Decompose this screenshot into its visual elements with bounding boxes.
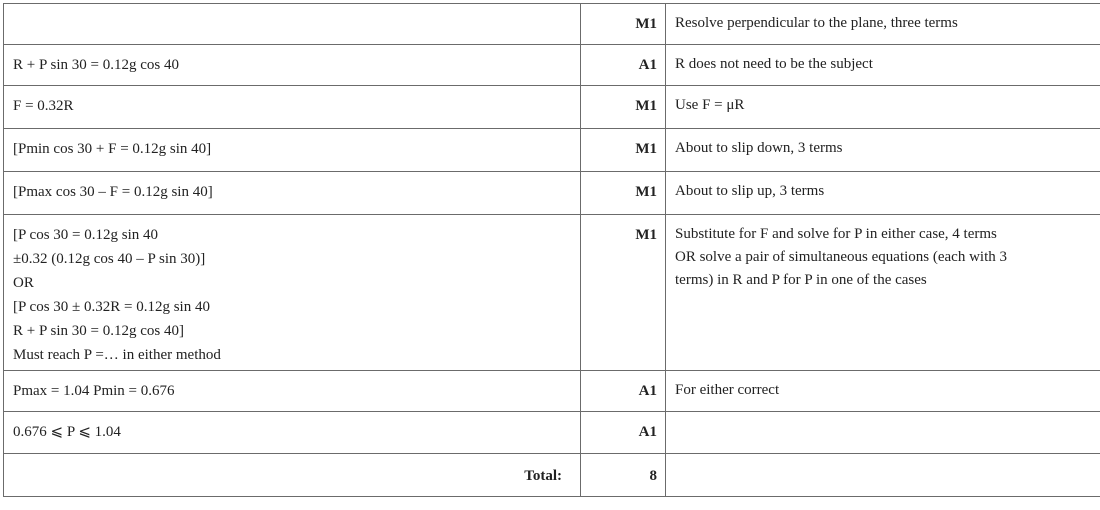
total-value: 8	[649, 468, 657, 484]
guidance-text: For either correct	[675, 382, 780, 398]
working-line: F = 0.32R	[13, 98, 74, 114]
guidance-text: R does not need to be the subject	[675, 56, 873, 72]
mark-scheme-row-6	[4, 215, 1100, 371]
guidance-text: OR solve a pair of simultaneous equations (each with 3	[675, 249, 1008, 265]
guidance-text: Resolve perpendicular to the plane, three terms	[675, 15, 958, 31]
guidance-text: About to slip down, 3 terms	[675, 140, 843, 156]
working-cell	[4, 86, 581, 129]
mark-scheme-row-1	[4, 4, 1100, 45]
total-label-cell	[4, 454, 581, 497]
guidance-cell	[666, 4, 1100, 45]
working-line: ±0.32 (0.12g cos 40 – P sin 30)]	[13, 251, 206, 267]
mark-code: M1	[635, 98, 657, 114]
mark-scheme-row-8	[4, 412, 1100, 454]
guidance-cell	[666, 86, 1100, 129]
mark-cell	[581, 45, 666, 86]
mark-code: M1	[635, 16, 657, 32]
working-line: OR	[13, 275, 34, 291]
mark-cell	[581, 172, 666, 215]
mark-code: A1	[638, 57, 657, 73]
working-line: [P cos 30 = 0.12g sin 40	[13, 227, 158, 243]
working-line: R + P sin 30 = 0.12g cos 40]	[13, 323, 184, 339]
mark-cell	[581, 86, 666, 129]
working-cell	[4, 215, 581, 371]
working-line: Pmax = 1.04 Pmin = 0.676	[13, 383, 175, 399]
mark-cell	[581, 371, 666, 412]
guidance-cell	[666, 215, 1100, 371]
mark-cell	[581, 4, 666, 45]
guidance-cell	[666, 412, 1100, 454]
working-cell	[4, 412, 581, 454]
guidance-cell	[666, 172, 1100, 215]
working-line: [Pmin cos 30 + F = 0.12g sin 40]	[13, 141, 212, 157]
guidance-cell	[666, 454, 1100, 497]
guidance-cell	[666, 129, 1100, 172]
mark-code: M1	[635, 184, 657, 200]
mark-cell	[581, 129, 666, 172]
working-line: R + P sin 30 = 0.12g cos 40	[13, 57, 179, 73]
guidance-text: terms) in R and P for P in one of the cases	[675, 272, 927, 288]
mark-code: A1	[638, 424, 657, 440]
working-cell	[4, 45, 581, 86]
mark-scheme-row-7	[4, 371, 1100, 412]
mark-code: M1	[635, 227, 657, 243]
working-cell	[4, 371, 581, 412]
total-row	[4, 454, 1100, 497]
mark-scheme-table	[3, 3, 1100, 497]
mark-cell	[581, 412, 666, 454]
mark-code: M1	[635, 141, 657, 157]
guidance-text: About to slip up, 3 terms	[675, 183, 825, 199]
mark-scheme-row-2	[4, 45, 1100, 86]
working-cell	[4, 129, 581, 172]
mark-scheme-row-3	[4, 86, 1100, 129]
mark-scheme-row-4	[4, 129, 1100, 172]
working-line: [P cos 30 ± 0.32R = 0.12g sin 40	[13, 299, 210, 315]
working-line: Must reach P =… in either method	[13, 347, 221, 363]
working-line: 0.676 ⩽ P ⩽ 1.04	[13, 424, 121, 440]
total-label: Total:	[524, 468, 562, 484]
guidance-cell	[666, 371, 1100, 412]
mark-cell	[581, 215, 666, 371]
working-cell	[4, 172, 581, 215]
guidance-text: Use F = μR	[675, 97, 745, 113]
working-cell	[4, 4, 581, 45]
total-value-cell	[581, 454, 666, 497]
mark-code: A1	[638, 383, 657, 399]
guidance-text: Substitute for F and solve for P in either case, 4 terms	[675, 226, 997, 242]
mark-scheme-row-5	[4, 172, 1100, 215]
working-line: [Pmax cos 30 – F = 0.12g sin 40]	[13, 184, 213, 200]
guidance-cell	[666, 45, 1100, 86]
